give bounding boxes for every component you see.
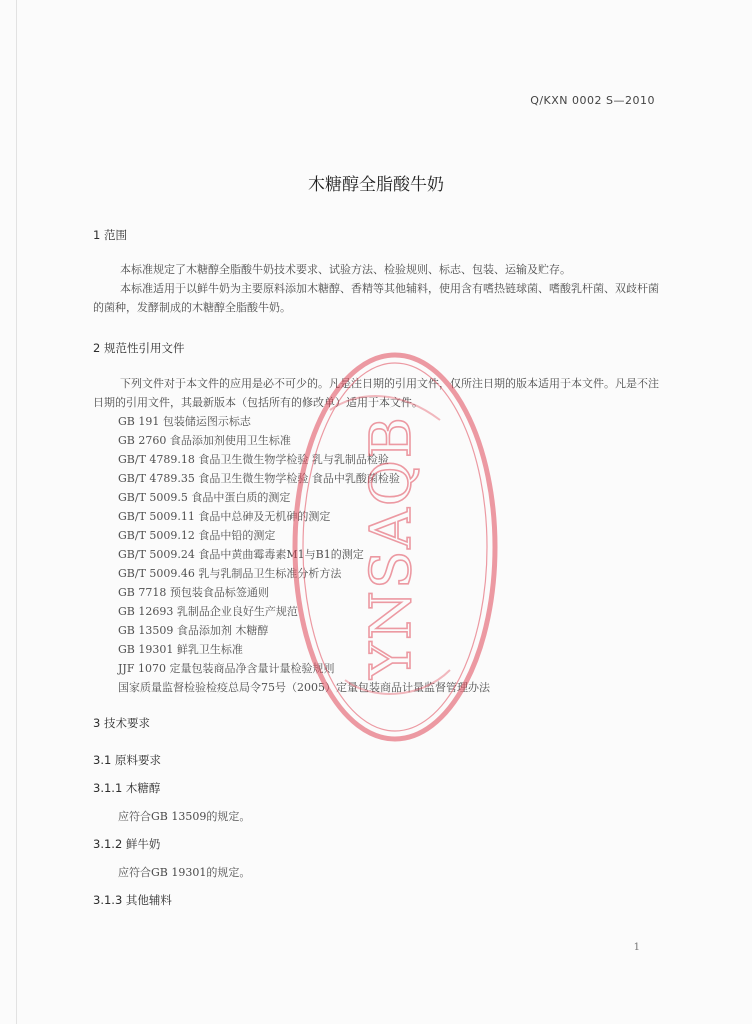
page-number: 1 [633, 942, 640, 953]
section-1-paragraph-1: 本标准规定了木糖醇全脂酸牛奶技术要求、试验方法、检验规则、标志、包装、运输及贮存。 [120, 263, 571, 276]
section-1-paragraph-2: 本标准适用于以鲜牛奶为主要原料添加木糖醇、香精等其他辅料，使用含有嗜热链球菌、嗜酸乳杆菌、双歧杆菌的菌种，发酵制成的木糖醇全脂酸牛奶。 [93, 282, 659, 314]
clause-3-1-1-text: 应符合GB 13509的规定。 [118, 810, 251, 823]
section-2-heading: 2 规范性引用文件 [93, 341, 185, 355]
reference-item: GB/T 4789.18 食品卫生微生物学检验 乳与乳制品检验 [118, 453, 389, 466]
reference-item: GB 191 包装储运图示标志 [118, 415, 251, 428]
scan-edge [16, 0, 17, 1024]
clause-3-1-2-text: 应符合GB 19301的规定。 [118, 866, 251, 879]
document-code: Q/KXN 0002 S—2010 [530, 94, 655, 107]
clause-3-1-3-heading: 3.1.3 其他辅料 [93, 893, 172, 907]
reference-list [118, 412, 490, 697]
clause-3-1-1-heading: 3.1.1 木糖醇 [93, 781, 161, 795]
reference-item: 国家质量监督检验检疫总局令75号（2005）定量包装商品计量监督管理办法 [118, 681, 490, 694]
reference-item: GB/T 5009.12 食品中铅的测定 [118, 529, 276, 542]
clause-3-1-heading: 3.1 原料要求 [93, 753, 161, 767]
section-1-heading: 1 范围 [93, 228, 127, 242]
reference-item: GB/T 4789.35 食品卫生微生物学检验 食品中乳酸菌检验 [118, 472, 400, 485]
reference-item: GB 12693 乳制品企业良好生产规范 [118, 605, 298, 618]
reference-item: GB/T 5009.5 食品中蛋白质的测定 [118, 491, 291, 504]
document-title: 木糖醇全脂酸牛奶 [308, 175, 444, 195]
reference-item: GB 19301 鲜乳卫生标准 [118, 643, 243, 656]
section-3-heading: 3 技术要求 [93, 716, 150, 730]
section-2-intro: 下列文件对于本文件的应用是必不可少的。凡是注日期的引用文件，仅所注日期的版本适用于本文件。凡是不注日期的引用文件，其最新版本（包括所有的修改单）适用于本文件。 [93, 377, 659, 409]
reference-item: GB/T 5009.11 食品中总砷及无机砷的测定 [118, 510, 331, 523]
seal-text: YNSAQB [359, 415, 424, 679]
reference-item: GB 13509 食品添加剂 木糖醇 [118, 624, 269, 637]
reference-item: GB 7718 预包装食品标签通则 [118, 586, 269, 599]
reference-item: GB/T 5009.46 乳与乳制品卫生标准分析方法 [118, 567, 342, 580]
reference-item: JJF 1070 定量包装商品净含量计量检验规则 [118, 662, 335, 675]
clause-3-1-2-heading: 3.1.2 鲜牛奶 [93, 837, 161, 851]
reference-item: GB 2760 食品添加剂使用卫生标准 [118, 434, 291, 447]
reference-item: GB/T 5009.24 食品中黄曲霉毒素M1与B1的测定 [118, 548, 364, 561]
